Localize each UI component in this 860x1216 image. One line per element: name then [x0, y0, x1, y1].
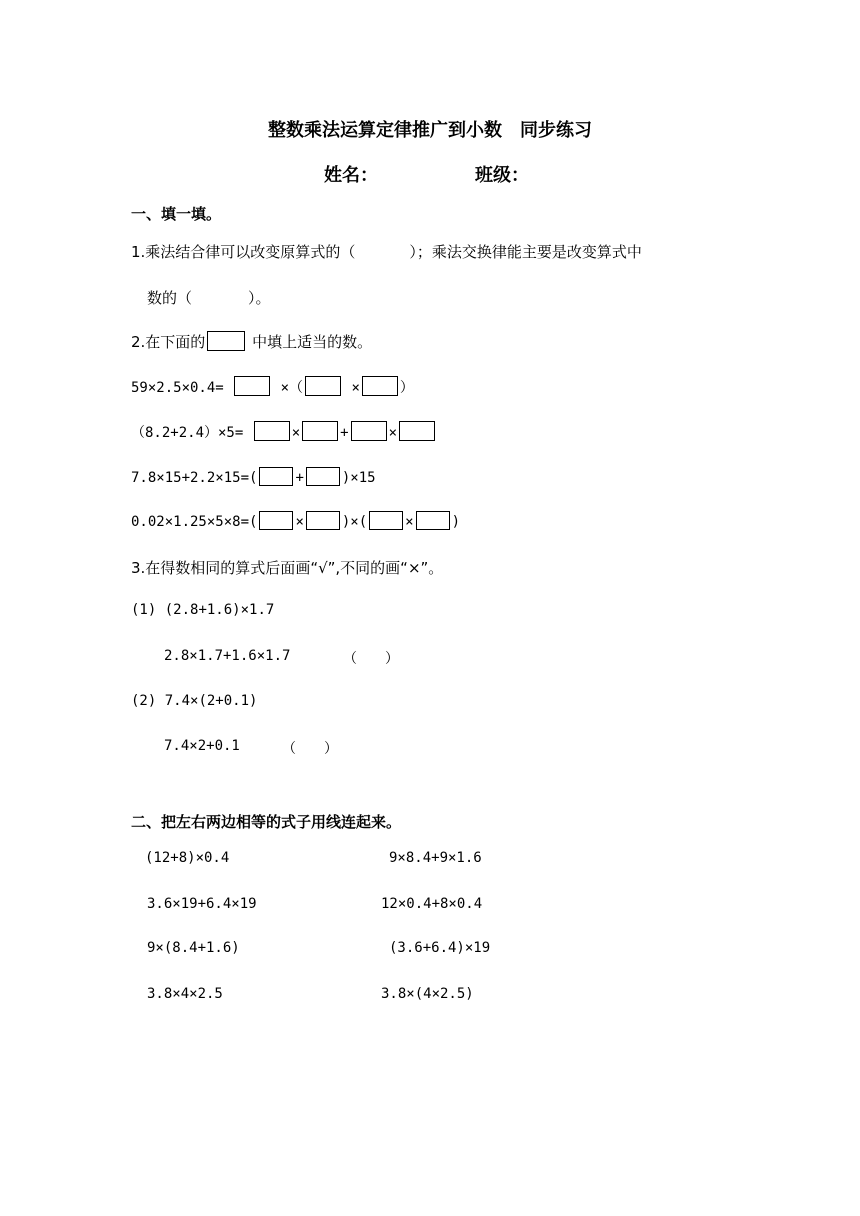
answer-box[interactable]	[259, 467, 293, 486]
equation-4: 0.02×1.25×5×8=( × )×( × )	[131, 511, 460, 530]
section1-heading: 一、填一填。	[131, 205, 222, 223]
answer-box[interactable]	[416, 511, 450, 530]
q1-line2: 数的（ ）。	[147, 289, 271, 307]
equation-1: 59×2.5×0.4= ×（ × ）	[131, 376, 414, 397]
q3-part2: (2) 7.4×(2+0.1)	[131, 693, 258, 709]
equation-3: 7.8×15+2.2×15=( + )×15	[131, 467, 376, 486]
answer-box[interactable]	[302, 421, 338, 441]
left-expression[interactable]: (12+8)×0.4	[145, 850, 230, 866]
answer-box[interactable]	[399, 421, 435, 441]
left-expression[interactable]: 3.6×19+6.4×19	[147, 896, 257, 912]
right-expression[interactable]: 3.8×(4×2.5)	[381, 986, 474, 1002]
right-expression[interactable]: 9×8.4+9×1.6	[389, 850, 482, 866]
answer-box[interactable]	[351, 421, 387, 441]
q3-part1-answer[interactable]: （ ）	[343, 651, 399, 667]
answer-box[interactable]	[369, 511, 403, 530]
answer-box[interactable]	[254, 421, 290, 441]
q3-part2-compare: 7.4×2+0.1	[164, 738, 240, 754]
title-main: 整数乘法运算定律推广到小数	[268, 120, 502, 141]
q2-instruction: 2.在下面的 中填上适当的数。	[131, 333, 373, 351]
q3-part1-compare: 2.8×1.7+1.6×1.7	[164, 648, 291, 664]
q3-part2-answer[interactable]: （ ）	[282, 741, 338, 757]
class-label: 班级：	[475, 165, 529, 186]
answer-box[interactable]	[306, 467, 340, 486]
answer-box[interactable]	[305, 376, 341, 396]
equation-2: （8.2+2.4）×5= × + ×	[131, 421, 437, 442]
q3-part1: (1) (2.8+1.6)×1.7	[131, 602, 275, 618]
title-sub: 同步练习	[520, 120, 592, 141]
left-expression[interactable]: 9×(8.4+1.6)	[147, 940, 240, 956]
name-label: 姓名：	[324, 165, 378, 186]
answer-box[interactable]	[306, 511, 340, 530]
q3-instruction: 3.在得数相同的算式后面画“√”,不同的画“×”。	[131, 559, 444, 577]
answer-box[interactable]	[234, 376, 270, 396]
right-expression[interactable]: (3.6+6.4)×19	[389, 940, 491, 956]
answer-box[interactable]	[362, 376, 398, 396]
right-expression[interactable]: 12×0.4+8×0.4	[381, 896, 483, 912]
answer-box[interactable]	[259, 511, 293, 530]
example-box	[207, 331, 245, 351]
page-title	[0, 116, 860, 142]
q1-line1: 1.乘法结合律可以改变原算式的（ ）；乘法交换律能主要是改变算式中	[131, 243, 642, 261]
section2-heading: 二、把左右两边相等的式子用线连起来。	[131, 813, 402, 831]
left-expression[interactable]: 3.8×4×2.5	[147, 986, 223, 1002]
